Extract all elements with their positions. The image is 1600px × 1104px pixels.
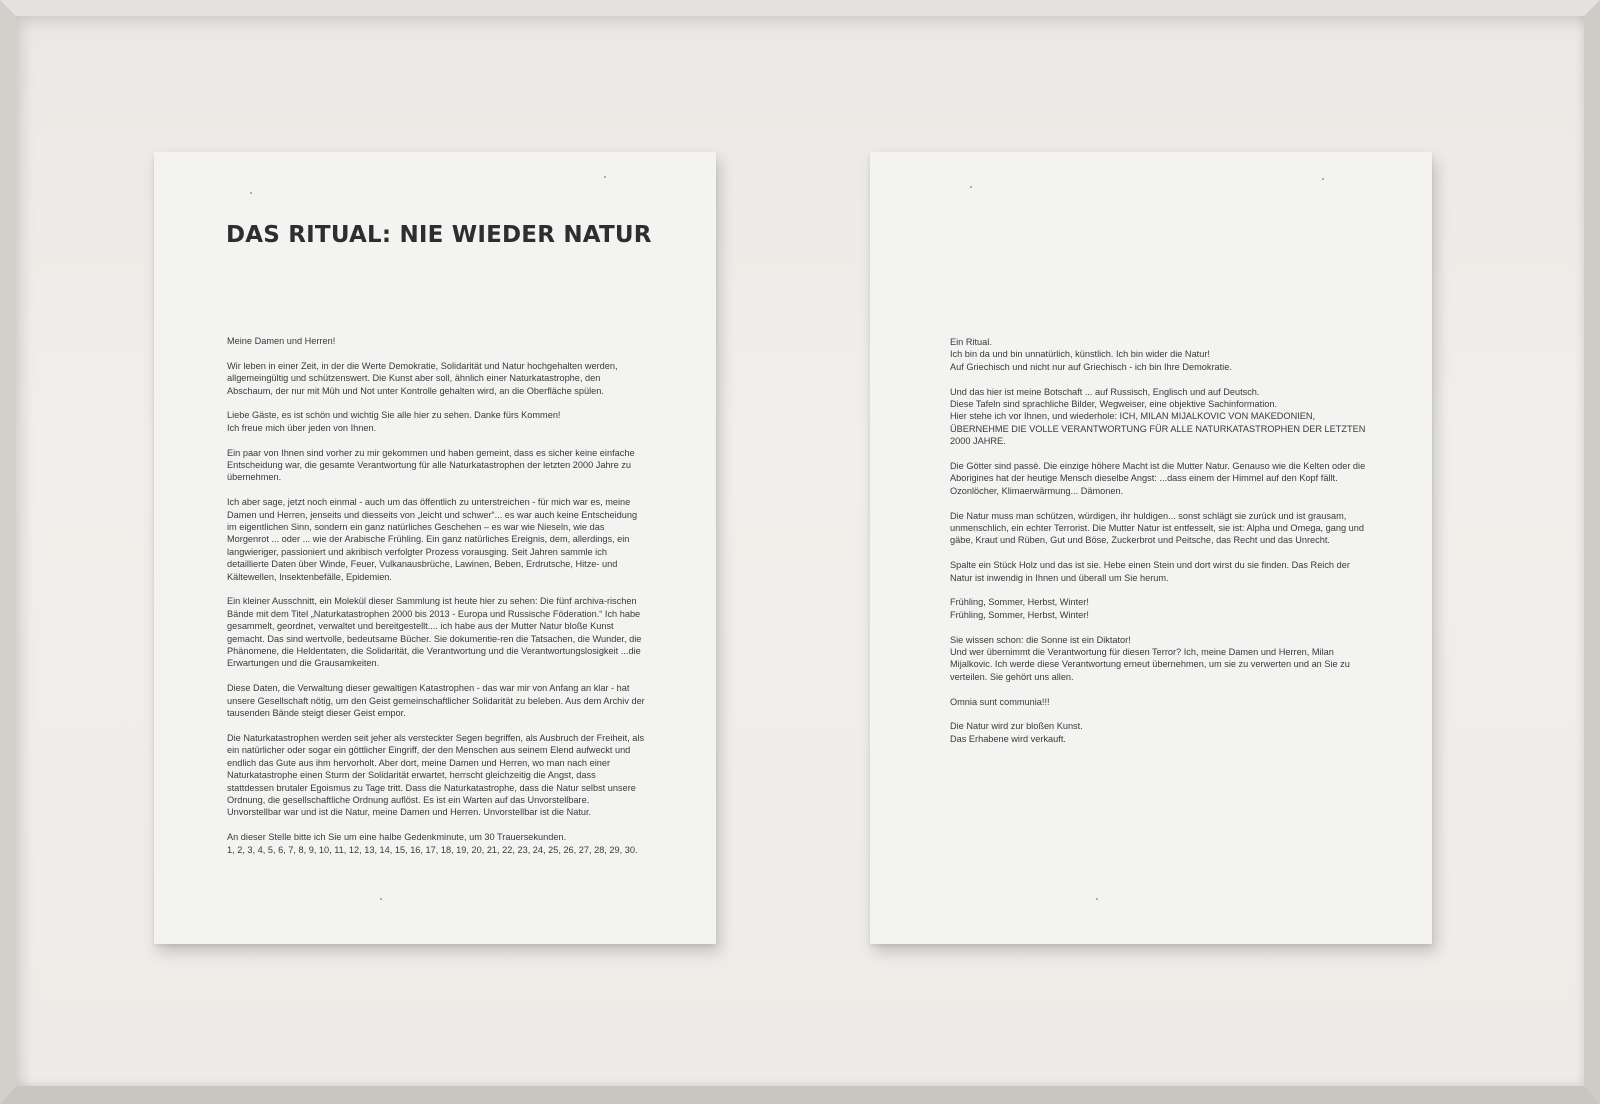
paper-speck: [970, 186, 972, 188]
paragraph: Die Natur wird zur bloßen Kunst. Das Erhabene wird verkauft.: [950, 721, 1083, 744]
left-sheet: [154, 152, 716, 944]
paragraph: Wir leben in einer Zeit, in der die Werte Demokratie, Solidarität und Natur hochgehalten werden, allgemeingültig und schützenswert. Die Kunst aber soll, ähnlich einer Naturkatastrophe, den Abschaum, der nur mit Müh und Not unter Kontrolle gehalten wird, an die Oberfläche spülen.: [227, 360, 618, 396]
paper-speck: [380, 898, 382, 900]
paragraph: Die Götter sind passè. Die einzige höhere Macht ist die Mutter Natur. Genauso wie die Kelten oder die Aborigines hat der heutige Mensch dieselbe Angst: ...dass einem der Himmel auf den Kopf fällt. Ozonlöcher, Klimaerwärmung... Dämonen.: [950, 461, 1366, 496]
paragraph: Und das hier ist meine Botschaft ... auf Russisch, Englisch und auf Deutsch. Diese Tafeln sind sprachliche Bilder, Wegweiser, eine objektive Sachinformation. Hier stehe ich vor Ihnen, und wiederhole: ICH, MILAN MIJALKOVIC VON MAKEDONIEN, ÜBERNEHME DIE VOLLE VERANTWORTUNG FÜR ALLE NATURKATASTROPHEN DER LETZTEN 2000 JAHRE.: [950, 386, 1366, 447]
paragraph: Meine Damen und Herren!: [227, 336, 336, 346]
paragraph: Die Naturkatastrophen werden seit jeher als versteckter Segen begriffen, als Ausbruch der Freiheit, als ein natürlicher oder sogar ein göttlicher Eingriff, der den Menschen aus seinem Elend aufweckt und endlich das Gute aus ihm hervorholt. Aber dort, meine Damen und Herren, wo man nach einer Naturkatastrophe einen Sturm der Solidarität erwartet, herrscht gleichzeitig die Angst, dass stattdessen brutaler Egoismus zu Tage tritt. Dass die Naturkatastrophe, dass die Natur selbst unsere Ordnung, die gesellschaftliche Ordnung auflöst. Es ist ein Warten auf das Unvorstellbare. Unvorstellbar war und ist die Natur, meine Damen und Herren. Unvorstellbar ist die Natur.: [227, 732, 645, 818]
paragraph: Spalte ein Stück Holz und das ist sie. Hebe einen Stein und dort wirst du sie finden. Das Reich der Natur ist inwendig in Ihnen und überall um Sie herum.: [950, 560, 1350, 583]
paper-speck: [604, 176, 606, 178]
paragraph: Ein Ritual. Ich bin da und bin unnatürlich, künstlich. Ich bin wider die Natur! Auf Griechisch und nicht nur auf Griechisch - ich bin Ihre Demokratie.: [950, 337, 1232, 372]
paragraph: Frühling, Sommer, Herbst, Winter! Frühling, Sommer, Herbst, Winter!: [950, 597, 1089, 620]
paragraph: Sie wissen schon: die Sonne ist ein Diktator! Und wer übernimmt die Verantwortung für diesen Terror? Ich, meine Damen und Herren, Milan Mijalkovic. Ich werde diese Verantwortung erneut übernehmen, um sie zu verwerten und an Sie zu verteilen. Sie gehört uns allen.: [950, 634, 1350, 682]
paragraph: Die Natur muss man schützen, würdigen, ihr huldigen... sonst schlägt sie zurück und ist grausam, unmenschlich, ein echter Terrorist. Die Mutter Natur ist entfesselt, sie ist: Alpha und Omega, gang und gäbe, Kraut und Rüben, Gut und Böse, Zuckerbrot und Peitsche, das Recht und das Unrecht.: [950, 510, 1364, 546]
paragraph: Diese Daten, die Verwaltung dieser gewaltigen Katastrophen - das war mir von Anfang an klar - hat unsere Gesellschaft nötig, um den Geist gemeinschaftlicher Solidarität zu beleben. Aus dem Archiv der tausenden Bände steigt dieser Geist empor.: [227, 683, 645, 719]
right-sheet: [870, 152, 1432, 944]
right-body-text: [950, 336, 1370, 758]
document-title: DAS RITUAL: NIE WIEDER NATUR: [226, 222, 652, 248]
paragraph: An dieser Stelle bitte ich Sie um eine halbe Gedenkminute, um 30 Trauersekunden. 1, 2, 3, 4, 5, 6, 7, 8, 9, 10, 11, 12, 13, 14, 15, 16, 17, 18, 19, 20, 21, 22, 23, 24, 25, 26, 27, 28, 29, 30.: [227, 832, 638, 855]
paper-speck: [250, 192, 252, 194]
paper-speck: [1322, 178, 1324, 180]
paragraph: Omnia sunt communia!!!: [950, 696, 1050, 707]
paper-speck: [1096, 898, 1098, 900]
left-body-text: [227, 335, 645, 868]
paragraph: Ein kleiner Ausschnitt, ein Molekül dieser Sammlung ist heute hier zu sehen: Die fünf archiva-rischen Bände mit dem Titel „Naturkatastrophen 2000 bis 2013 - Europa und Russische Föderation.“ Ich habe gesammelt, geordnet, verwaltet und bereitgestellt.... ich habe aus der Mutter Natur bloße Kunst gemacht. Das sind wertvolle, bedeutsame Bücher. Sie dokumentie-ren die Tatsachen, die Wunder, die Phänomene, die Heldentaten, die Solidarität, die Verantwortung und die Verantwortungslosigkeit ...die Erwartungen und die Grausamkeiten.: [227, 596, 642, 669]
paragraph: Ich aber sage, jetzt noch einmal - auch um das öffentlich zu unterstreichen - für mich war es, meine Damen und Herren, jenseits und diesseits von „leicht und schwer“... es war auch keine Entscheidung im eigentlichen Sinn, sondern ein ganz natürliches Geschehen – es war wie Nieseln, wie das Morgenrot ... oder ... wie der Arabische Frühling. Ein ganz natürliches Ereignis, dem, allerdings, ein langwieriger, passioniert und akribisch verfolgter Prozess vorausging. Seit Jahren sammle ich detaillierte Daten über Winde, Feuer, Vulkanausbrüche, Lawinen, Beben, Erdrutsche, Hitze- und Kältewellen, Insektenbefälle, Epidemien.: [227, 497, 638, 582]
paragraph: Ein paar von Ihnen sind vorher zu mir gekommen und haben gemeint, dass es sicher keine einfache Entscheidung war, die gesamte Verantwortung für alle Naturkatastrophen der letzten 2000 Jahre zu übernehmen.: [227, 447, 635, 483]
paragraph: Liebe Gäste, es ist schön und wichtig Sie alle hier zu sehen. Danke fürs Kommen! Ich freue mich über jeden von Ihnen.: [227, 410, 561, 433]
